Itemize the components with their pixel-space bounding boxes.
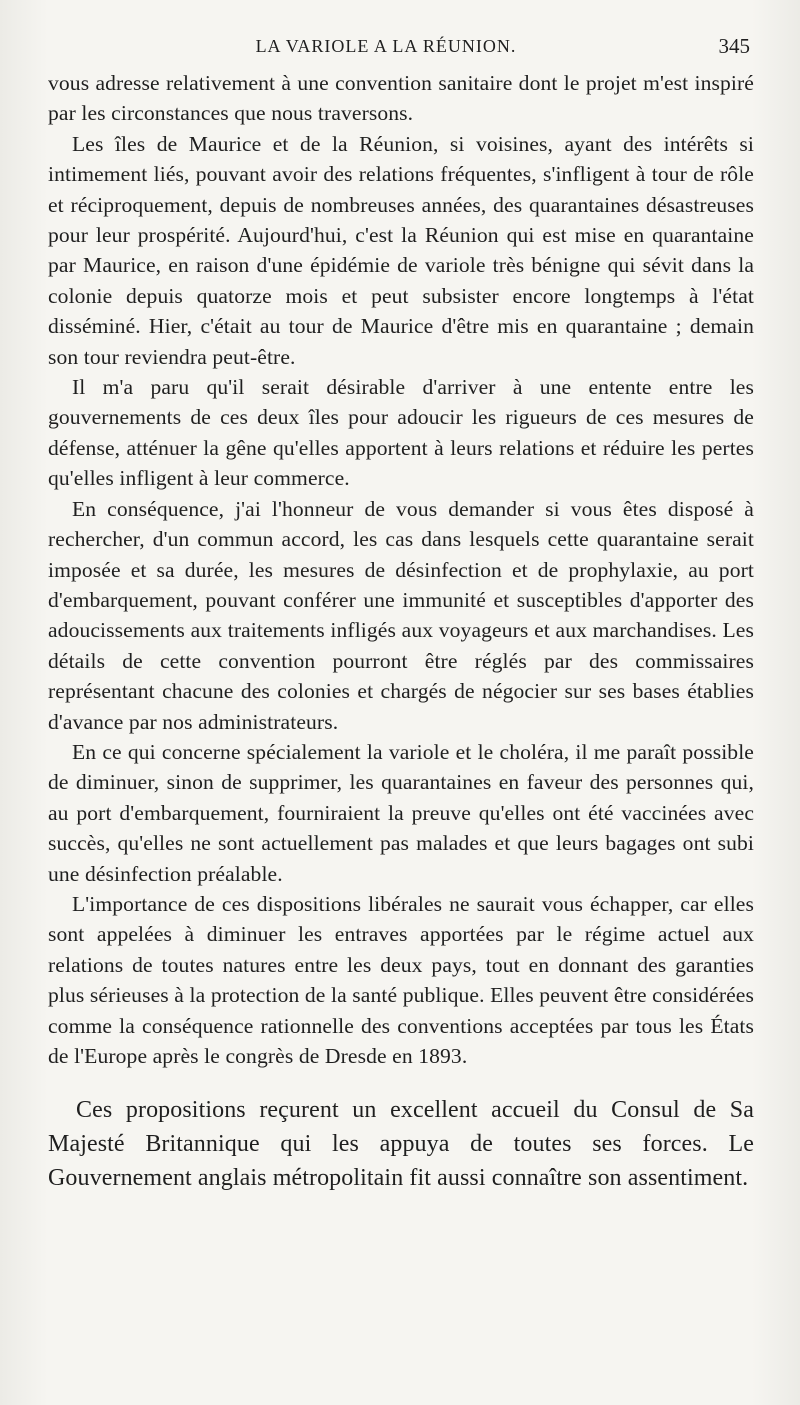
paragraph-continuation: vous adresse relativement à une convention sanitaire dont le projet m'est inspiré par les circonstances que nous traversons.: [48, 71, 754, 126]
paragraph-importance: L'importance de ces dispositions libérales ne saurait vous échapper, car elles sont appelées à diminuer les entraves apportées par le régime actuel aux relations de toutes natures entre les deux pays, tout en donnant des garanties plus sérieuses à la protection de la santé publique. Elles peuvent être considérées comme la conséquence rationnelle des conventions acceptées par tous les États de l'Europe après le congrès de Dresde en 1893.: [48, 891, 754, 1068]
paragraph-smallpox-cholera: En ce qui concerne spécialement la variole et le choléra, il me paraît possible de diminuer, sinon de supprimer, les quarantaines en faveur des personnes qui, au port d'embarquement, fourniraient la preuve qu'elles ont été vaccinées avec succès, qu'elles ne sont actuellement pas malades et que leurs bagages ont subi une désinfection préalable.: [48, 739, 754, 886]
page-number: 345: [718, 34, 750, 58]
body-text: [48, 68, 754, 1195]
paragraph-reception: Ces propositions reçurent un excellent accueil du Consul de Sa Majesté Britannique qui les appuya de toutes ses forces. Le Gouvernement anglais métropolitain fit aussi connaître son assentiment.: [48, 1097, 754, 1192]
running-title: LA VARIOLE A LA RÉUNION.: [255, 36, 517, 56]
running-head: [48, 28, 754, 68]
paragraph-agreement: Il m'a paru qu'il serait désirable d'arriver à une entente entre les gouvernements de ces deux îles pour adoucir les rigueurs de ces mesures de défense, atténuer la gêne qu'elles apportent à leurs relations et réduire les pertes qu'elles infligent à leur commerce.: [48, 375, 754, 491]
paragraph-request: En conséquence, j'ai l'honneur de vous demander si vous êtes disposé à rechercher, d'un commun accord, les cas dans lesquels cette quarantaine serait imposée et sa durée, les mesures de désinfection et de prophylaxie, au port d'embarquement, pouvant conférer une immunité et susceptibles d'apporter des adoucissements aux traitements infligés aux voyageurs et aux marchandises. Les détails de cette convention pourront être réglés par des commissaires représentant chacune des colonies et chargés de négocier sur ses bases établies d'avance par nos administrateurs.: [48, 496, 754, 734]
paragraph-quarantines: Les îles de Maurice et de la Réunion, si voisines, ayant des intérêts si intimement liés, pouvant avoir des relations fréquentes, s'infligent à tour de rôle et réciproquement, depuis de nombreuses années, des quarantaines désastreuses pour leur prospérité. Aujourd'hui, c'est la Réunion qui est mise en quarantaine par Maurice, en raison d'une épidémie de variole très bénigne qui sévit dans la colonie depuis quatorze mois et peut subsister encore longtemps à l'état disséminé. Hier, c'était au tour de Maurice d'être mis en quarantaine ; demain son tour reviendra peut-être.: [48, 131, 754, 369]
